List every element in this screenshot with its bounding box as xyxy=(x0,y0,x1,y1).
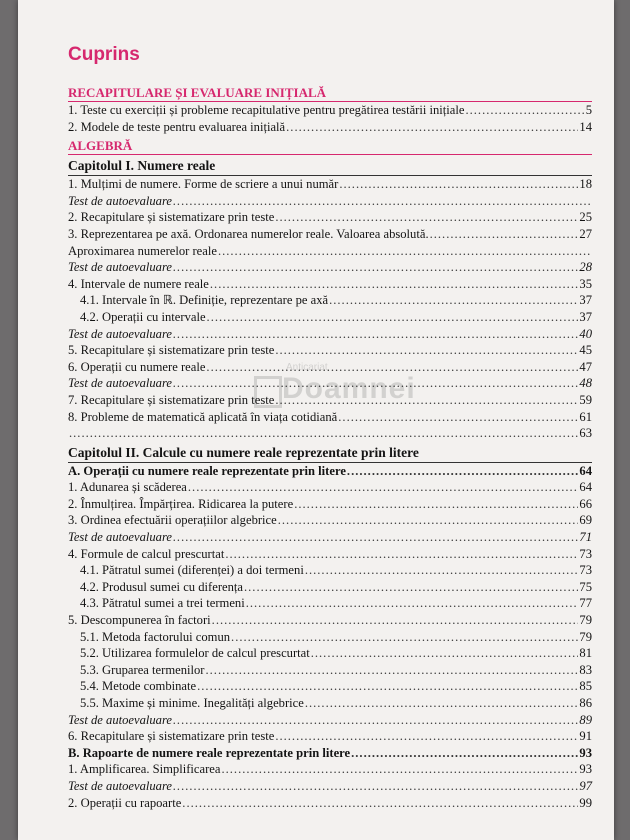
toc-leader-dots xyxy=(275,342,578,359)
toc-entry-title: 5.3. Gruparea termenilor xyxy=(80,662,205,677)
table-of-contents xyxy=(68,44,592,811)
toc-entry xyxy=(68,745,592,762)
chapter-heading: Capitolul II. Calcule cu numere reale reprezentate prin litere xyxy=(68,444,592,463)
toc-entry xyxy=(68,342,592,359)
toc-entry-title: 3. Ordinea efectuării operațiilor algebrice xyxy=(68,513,277,528)
toc-leader-dots xyxy=(275,392,578,409)
toc-page-number: 73 xyxy=(579,563,592,578)
page-title: Cuprins xyxy=(68,44,140,65)
toc-leader-dots xyxy=(173,712,578,729)
toc-entry xyxy=(68,695,592,712)
toc-entry-title: A. Operații cu numere reale reprezentate prin litere xyxy=(68,463,346,478)
toc-page-number: 66 xyxy=(579,496,592,511)
toc-page-number: 27 xyxy=(579,226,592,241)
toc-list xyxy=(68,84,592,811)
toc-leader-dots xyxy=(206,662,579,679)
toc-entry xyxy=(68,375,592,392)
toc-page-number: 99 xyxy=(579,795,592,810)
toc-page-number: 75 xyxy=(579,579,592,594)
toc-page-number: 86 xyxy=(579,696,592,710)
toc-page-number: 18 xyxy=(579,177,592,192)
toc-entry xyxy=(68,226,592,243)
toc-page-number: 73 xyxy=(579,546,592,561)
toc-entry-title: Aproximarea numerelor reale xyxy=(68,243,217,258)
toc-leader-dots xyxy=(305,695,579,712)
toc-leader-dots xyxy=(246,595,579,612)
toc-entry-title: 4.1. Pătratul sumei (diferenței) a doi termeni xyxy=(80,563,304,578)
toc-entry-title: 4. Intervale de numere reale xyxy=(68,276,209,291)
toc-leader-dots xyxy=(465,102,584,119)
toc-entry xyxy=(68,463,592,480)
toc-page-number: 85 xyxy=(579,679,592,694)
toc-entry xyxy=(68,529,592,546)
toc-entry xyxy=(68,176,592,193)
toc-entry xyxy=(68,795,592,812)
toc-leader-dots xyxy=(338,409,578,426)
toc-entry xyxy=(68,595,592,612)
toc-page-number: 28 xyxy=(579,260,592,275)
toc-page-number: 64 xyxy=(579,463,592,478)
toc-entry xyxy=(68,662,592,679)
toc-entry xyxy=(68,326,592,343)
toc-entry xyxy=(68,678,592,695)
toc-page-number: 89 xyxy=(579,712,592,727)
toc-entry-title: 8. Probleme de matematică aplicată în viața cotidiană xyxy=(68,409,338,424)
toc-leader-dots xyxy=(244,579,578,596)
toc-entry-title: Test de autoevaluare xyxy=(68,376,173,391)
toc-entry-title: 5.4. Metode combinate xyxy=(80,679,197,694)
toc-leader-dots xyxy=(212,612,579,629)
toc-page-number: 35 xyxy=(579,276,592,291)
toc-entry xyxy=(68,119,592,136)
toc-entry-title: 5.5. Maxime și minime. Inegalități algebrice xyxy=(80,696,304,710)
toc-leader-dots xyxy=(311,645,579,662)
toc-page-number: 77 xyxy=(579,596,592,611)
toc-entry-title: 4.1. Intervale în ℝ. Definiție, reprezentare pe axă xyxy=(80,293,329,308)
toc-page-number: 5 xyxy=(585,103,592,117)
toc-leader-dots xyxy=(173,778,578,795)
toc-leader-dots xyxy=(286,119,578,136)
toc-page-number: 47 xyxy=(579,359,592,374)
section-heading: RECAPITULARE ȘI EVALUARE INIȚIALĂ xyxy=(68,84,592,102)
toc-page-number: 69 xyxy=(579,513,592,528)
toc-leader-dots xyxy=(206,359,578,376)
toc-entry xyxy=(68,425,592,442)
toc-entry xyxy=(68,479,592,496)
toc-page-number: 93 xyxy=(579,762,592,777)
toc-page-number: 37 xyxy=(579,293,592,308)
toc-entry xyxy=(68,778,592,795)
toc-entry xyxy=(68,409,592,426)
toc-page-number: 63 xyxy=(579,426,592,441)
toc-leader-dots xyxy=(305,562,579,579)
toc-entry-title: Test de autoevaluare xyxy=(68,530,173,545)
toc-entry xyxy=(68,193,592,210)
toc-page-number: 59 xyxy=(579,392,592,407)
toc-leader-dots xyxy=(347,463,578,480)
toc-leader-dots xyxy=(173,326,578,343)
toc-leader-dots xyxy=(173,259,578,276)
toc-entry xyxy=(68,712,592,729)
toc-entry-title: 1. Mulțimi de numere. Forme de scriere a unui număr xyxy=(68,177,339,192)
toc-entry xyxy=(68,629,592,646)
toc-entry-title: 5. Recapitulare și sistematizare prin teste xyxy=(68,343,275,358)
section-heading: ALGEBRĂ xyxy=(68,137,592,155)
toc-leader-dots xyxy=(275,728,578,745)
toc-entry xyxy=(68,546,592,563)
toc-page-number: 79 xyxy=(579,629,592,644)
toc-leader-dots xyxy=(218,243,591,260)
toc-entry-title: 3. Reprezentarea pe axă. Ordonarea numerelor reale. Valoarea absolută. xyxy=(68,226,429,241)
toc-entry xyxy=(68,209,592,226)
toc-entry xyxy=(68,102,592,119)
chapter-heading: Capitolul I. Numere reale xyxy=(68,157,592,176)
watermark-brand: Doamnei xyxy=(282,372,416,405)
toc-entry-title: 2. Recapitulare și sistematizare prin teste xyxy=(68,210,275,225)
toc-entry-title: 1. Amplificarea. Simplificarea xyxy=(68,762,221,777)
toc-entry-title: 7. Recapitulare și sistematizare prin teste xyxy=(68,392,275,407)
toc-entry xyxy=(68,243,592,260)
toc-page-number: 93 xyxy=(579,745,592,760)
toc-entry xyxy=(68,259,592,276)
toc-leader-dots xyxy=(225,546,578,563)
toc-entry-title: 6. Recapitulare și sistematizare prin teste xyxy=(68,729,275,744)
toc-leader-dots xyxy=(231,629,578,646)
toc-entry-title: 2. Operații cu rapoarte xyxy=(68,795,182,810)
toc-leader-dots xyxy=(339,176,578,193)
toc-entry-title: Test de autoevaluare xyxy=(68,193,173,208)
book-page xyxy=(18,0,614,840)
toc-entry-title: 4. Formule de calcul prescurtat xyxy=(68,546,225,561)
toc-leader-dots xyxy=(275,209,578,226)
toc-entry xyxy=(68,292,592,309)
toc-entry-title: 1. Adunarea și scăderea xyxy=(68,480,187,495)
toc-entry-title: 5.1. Metoda factorului comun xyxy=(80,629,231,644)
toc-entry-title: 5. Descompunerea în factori xyxy=(68,613,211,628)
toc-page-number: 83 xyxy=(579,662,592,677)
toc-page-number: 14 xyxy=(579,119,592,134)
toc-entry xyxy=(68,496,592,513)
toc-leader-dots xyxy=(69,425,578,442)
toc-page-number: 40 xyxy=(579,326,592,341)
toc-entry xyxy=(68,728,592,745)
toc-entry xyxy=(68,612,592,629)
toc-entry-title: 6. Operații cu numere reale xyxy=(68,359,206,374)
watermark-subtitle: Anticariat xyxy=(286,362,328,373)
toc-leader-dots xyxy=(173,529,578,546)
toc-leader-dots xyxy=(430,226,579,243)
toc-leader-dots xyxy=(197,678,578,695)
toc-entry xyxy=(68,512,592,529)
toc-leader-dots xyxy=(173,375,578,392)
toc-page-number: 91 xyxy=(579,729,592,744)
toc-leader-dots xyxy=(351,745,578,762)
toc-page-number: 71 xyxy=(579,530,592,545)
toc-page-number: 97 xyxy=(579,778,592,793)
toc-leader-dots xyxy=(278,512,579,529)
toc-entry xyxy=(68,562,592,579)
toc-leader-dots xyxy=(182,795,578,812)
toc-page-number: 81 xyxy=(579,646,592,661)
toc-page-number: 25 xyxy=(579,210,592,225)
toc-entry-title: Test de autoevaluare xyxy=(68,778,173,793)
toc-entry-title: 4.2. Operații cu intervale xyxy=(80,309,206,324)
toc-entry xyxy=(68,579,592,596)
toc-page-number: 61 xyxy=(579,409,592,424)
toc-page-number: 45 xyxy=(579,343,592,358)
toc-entry xyxy=(68,359,592,376)
toc-entry-title: 2. Înmulțirea. Împărțirea. Ridicarea la putere xyxy=(68,496,294,511)
toc-leader-dots xyxy=(173,193,591,210)
toc-entry-title: B. Rapoarte de numere reale reprezentate prin litere xyxy=(68,745,351,760)
toc-entry-title: 2. Modele de teste pentru evaluarea inițială xyxy=(68,119,286,134)
toc-entry xyxy=(68,392,592,409)
toc-entry xyxy=(68,309,592,326)
toc-leader-dots xyxy=(294,496,578,513)
toc-entry-title: 4.3. Pătratul sumei a trei termeni xyxy=(80,596,245,611)
toc-page-number: 64 xyxy=(579,480,592,495)
toc-leader-dots xyxy=(210,276,579,293)
toc-leader-dots xyxy=(188,479,579,496)
toc-entry-title: 4.2. Produsul sumei cu diferența xyxy=(80,579,243,594)
toc-entry xyxy=(68,645,592,662)
toc-entry xyxy=(68,276,592,293)
toc-entry-title: Test de autoevaluare xyxy=(68,326,173,341)
toc-leader-dots xyxy=(221,761,578,778)
toc-entry xyxy=(68,761,592,778)
toc-leader-dots xyxy=(329,292,578,309)
toc-entry-title: Test de autoevaluare xyxy=(68,260,173,275)
toc-entry-title: 5.2. Utilizarea formulelor de calcul prescurtat xyxy=(80,646,310,661)
toc-page-number: 37 xyxy=(579,309,592,324)
toc-leader-dots xyxy=(207,309,579,326)
toc-entry-title: Test de autoevaluare xyxy=(68,712,173,727)
toc-entry-title: 1. Teste cu exerciții și probleme recapitulative pentru pregătirea testării inițiale xyxy=(68,103,465,117)
toc-page-number: 79 xyxy=(579,613,592,628)
toc-page-number: 48 xyxy=(579,376,592,391)
